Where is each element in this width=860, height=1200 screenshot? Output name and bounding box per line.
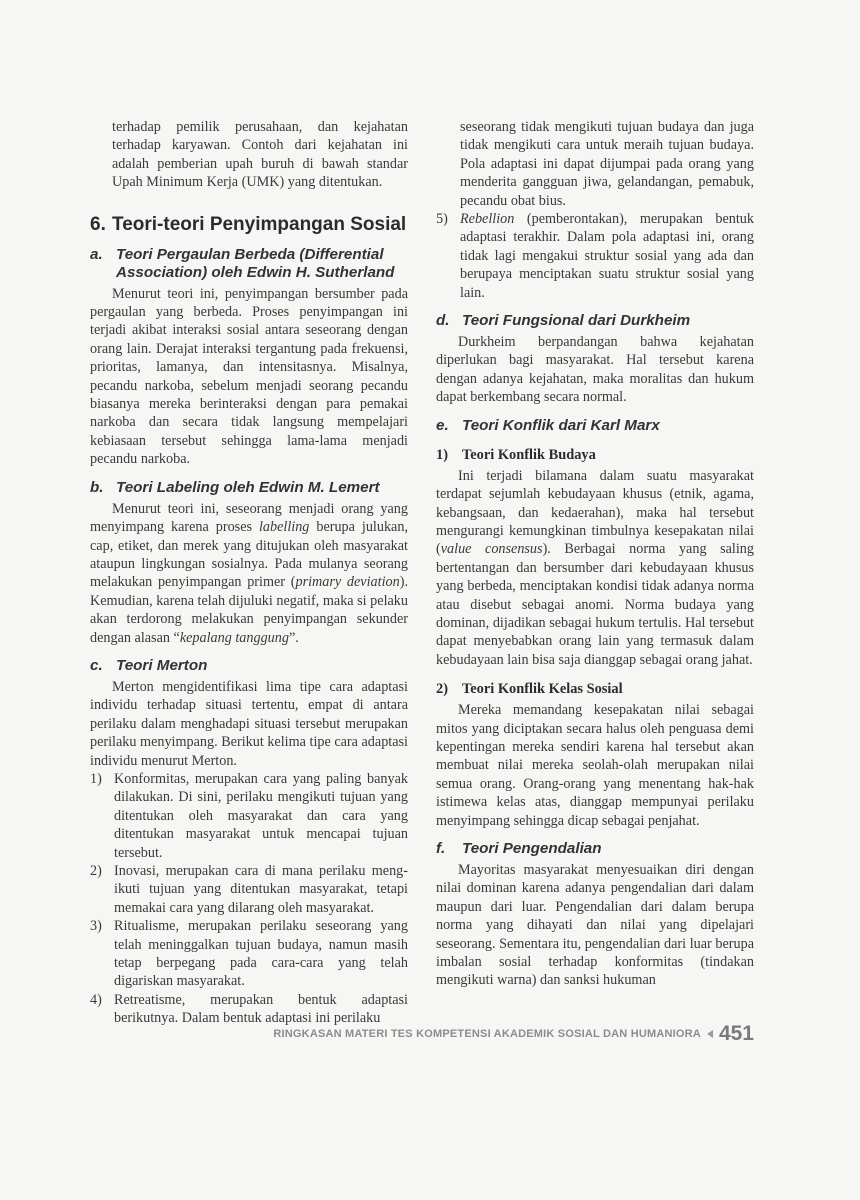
numbered-heading-2-number: 2) <box>436 681 448 698</box>
paragraph-c: Merton mengidentifikasi lima tipe cara adaptasi individu terhadap situasi tertentu, empat di antara perilaku dalam menghadapi situasi tersebut merupakan perilaku menyimpang. Berikut kelima tipe cara adaptasi individu menurut Merton. <box>90 678 408 769</box>
subheading-d-letter: d. <box>436 312 450 330</box>
running-title: RINGKASAN MATERI TES KOMPETENSI AKADEMIK SOSIAL DAN HUMANIORA <box>273 1028 701 1040</box>
term-kepalang-tanggung: kepalang tanggung <box>179 629 289 646</box>
subheading-e-letter: e. <box>436 416 449 434</box>
subheading-b-title: Teori Labeling oleh Edwin M. Lemert <box>116 478 380 496</box>
numbered-heading-1 <box>436 447 754 464</box>
list-marker: 1) <box>90 770 102 787</box>
list-item-text: Konformitas, merupakan cara yang paling banyak dilakukan. Di sini, perilaku mengikuti tujuan yang ditentukan oleh masyarakat dan cara yang ditentukan masyarakat untuk mencapai tujuan tersebut. <box>114 770 408 861</box>
list-item <box>436 210 754 302</box>
merton-list-continued <box>436 210 754 302</box>
term-rebellion: Rebellion <box>460 211 515 228</box>
section-title: Teori-teori Penyimpangan Sosial <box>112 213 407 235</box>
subheading-a-letter: a. <box>90 245 103 263</box>
subheading-f-title: Teori Pengendalian <box>462 840 602 857</box>
numbered-heading-1-number: 1) <box>436 446 448 463</box>
merton-list <box>90 770 408 1028</box>
term-labelling: labelling <box>258 519 310 536</box>
subheading-b-letter: b. <box>90 478 104 496</box>
list-marker: 3) <box>90 918 102 935</box>
numbered-heading-2 <box>436 681 754 698</box>
list-item <box>90 770 408 862</box>
list-item-text: Retreatisme, merupakan bentuk adaptasi berikutnya. Dalam bentuk adaptasi ini perilaku <box>114 991 408 1027</box>
subheading-a-title: Teori Pergaulan Berbeda (Differential Association) oleh Edwin H. Sutherland <box>116 245 395 281</box>
list-item-text <box>460 210 754 302</box>
paragraph-b-part: berupa julukan, cap, etiket, dan merek yang ditujukan oleh masyarakat ataupun lingkungan sosialnya. Pada mulanya seorang melakukan penyimpangan primer ( <box>90 519 408 591</box>
section-heading <box>90 214 408 236</box>
subheading-c <box>90 657 408 675</box>
right-column <box>436 118 754 990</box>
subheading-d <box>436 312 754 330</box>
left-column <box>90 118 408 1028</box>
subheading-c-letter: c. <box>90 656 103 674</box>
list-item-5-text: (pemberontakan), merupakan bentuk adaptasi terakhir. Dalam pola adaptasi ini, orang tidak lagi mengakui struktur sosial yang ada dan berupaya menciptakan suatu struktur sosial yang lain. <box>460 211 754 301</box>
page-number: 451 <box>718 1022 754 1045</box>
paragraph-e2: Mereka memandang kesepakatan nilai sebagai mitos yang diciptakan secara halus oleh penguasa demi kepentingan mereka sendiri karena hal tersebut akan membuat nilai mereka seolah-olah merupakan nilai semua orang. Orang-orang yang menentang hak-hak istimewa kelas atas, dianggap mempunyai perilaku menyimpang sehingga dicap sebagai penjahat. <box>436 702 754 829</box>
term-value-consensus: value consensus <box>440 541 543 558</box>
list-item <box>90 917 408 991</box>
intro-paragraph: terhadap pemilik perusahaan, dan kejahatan terhadap karyawan. Contoh dari kejahatan ini adalah pemberian upah buruh di bawah standar Upah Minimum Kerja (UMK) yang ditentukan. <box>112 119 408 191</box>
subheading-a <box>90 246 408 282</box>
paragraph-e1 <box>436 467 754 669</box>
subheading-b <box>90 479 408 497</box>
subheading-f <box>436 840 754 858</box>
paragraph-a: Menurut teori ini, penyimpangan bersumber pada pergaulan yang berbeda. Proses penyimpangan ini terjadi akibat interaksi sosial antara seseorang dengan orang lain. Derajat interaksi tergantung pada frekuensi, prioritas, lamanya, dan intensitasnya. Misalnya, pecandu narkoba, sebelum menjadi seorang pecandu biasanya mereka berinteraksi dengan para pemakai narkoba dan secara tidak langsung mempelajari kebiasaan tersebut sehingga lama-lama menjadi pecandu narkoba. <box>90 285 408 468</box>
list-item <box>90 862 408 917</box>
subheading-f-letter: f. <box>436 840 446 857</box>
arrow-left-icon <box>707 1030 713 1038</box>
paragraph-b-part: ). Kemudian, karena telah dijuluki negatif, maka si pelaku akan terdorong melakukan penyimpangan sekunder dengan alasan “ <box>90 574 408 646</box>
list-marker: 2) <box>90 863 102 879</box>
list-item-4-continuation: seseorang tidak mengikuti tujuan budaya dan juga tidak mengikuti cara untuk meraih tujuan budaya. Pola adaptasi ini dapat dijumpai pada orang yang menderita gangguan jiwa, gelandangan, pemabuk, pecandu obat bius. <box>460 119 754 209</box>
subheading-e-title: Teori Konflik dari Karl Marx <box>462 416 660 434</box>
list-item-text: Inovasi, merupakan cara di mana perilaku meng-ikuti tujuan yang ditentukan masyarakat, tetapi memakai cara yang dilarang oleh masyarakat. <box>114 863 408 916</box>
paragraph-b <box>90 500 408 647</box>
page-footer <box>273 1022 754 1046</box>
list-marker: 5) <box>436 211 448 228</box>
section-number: 6. <box>90 213 106 235</box>
list-marker: 4) <box>90 991 102 1008</box>
paragraph-e1-part: ). Berbagai norma yang saling bertentangan dan bersumber dari kebudayaan khusus yang berbeda, menciptakan kondisi tidak adanya norma atau disebut sebagai anomi. Norma budaya yang dominan, dijadikan sebagai hukum tertulis. Hal tersebut dapat menyebabkan orang lain yang termasuk dalam kebudayaan lain bisa saja dianggap sebagai orang jahat. <box>436 541 754 668</box>
paragraph-d: Durkheim berpandangan bahwa kejahatan diperlukan bagi masyarakat. Hal tersebut karena dengan adanya kejahatan, maka moralitas dan hukum dapat berkembang secara normal. <box>436 334 754 406</box>
term-primary-deviation: primary deviation <box>295 574 400 591</box>
subheading-d-title: Teori Fungsional dari Durkheim <box>462 312 691 330</box>
list-item-text: Ritualisme, merupakan perilaku seseorang yang telah meninggalkan tujuan budaya, namun masih tetap berpegang pada cara-cara yang telah digariskan masyarakat. <box>114 918 408 990</box>
subheading-e <box>436 417 754 435</box>
paragraph-e1-part: Ini terjadi bilamana dalam suatu masyarakat terdapat sejumlah kebudayaan khusus (etnik, agama, kebangsaan, dan kedaerahan), maka hal tersebut mengurangi kemungkinan timbulnya kesepakatan nilai ( <box>436 467 754 558</box>
numbered-heading-1-title: Teori Konflik Budaya <box>462 446 596 463</box>
numbered-heading-2-title: Teori Konflik Kelas Sosial <box>462 681 623 698</box>
paragraph-b-part: Menurut teori ini, seseorang menjadi orang yang menyimpang karena proses <box>90 500 408 536</box>
subheading-c-title: Teori Merton <box>116 656 208 674</box>
paragraph-b-part: ”. <box>288 629 299 646</box>
paragraph-f: Mayoritas masyarakat menyesuaikan diri dengan nilai dominan karena adanya pengendalian dari dalam maupun dari luar. Pengendalian dari dalam berupa norma yang dihayati dan nilai yang dipelajari seseorang. Sementara itu, pengendalian dari luar berupa imbalan sosial terhadap konformitas (tindakan mengikuti warna) dan sanksi hukuman <box>436 862 754 989</box>
